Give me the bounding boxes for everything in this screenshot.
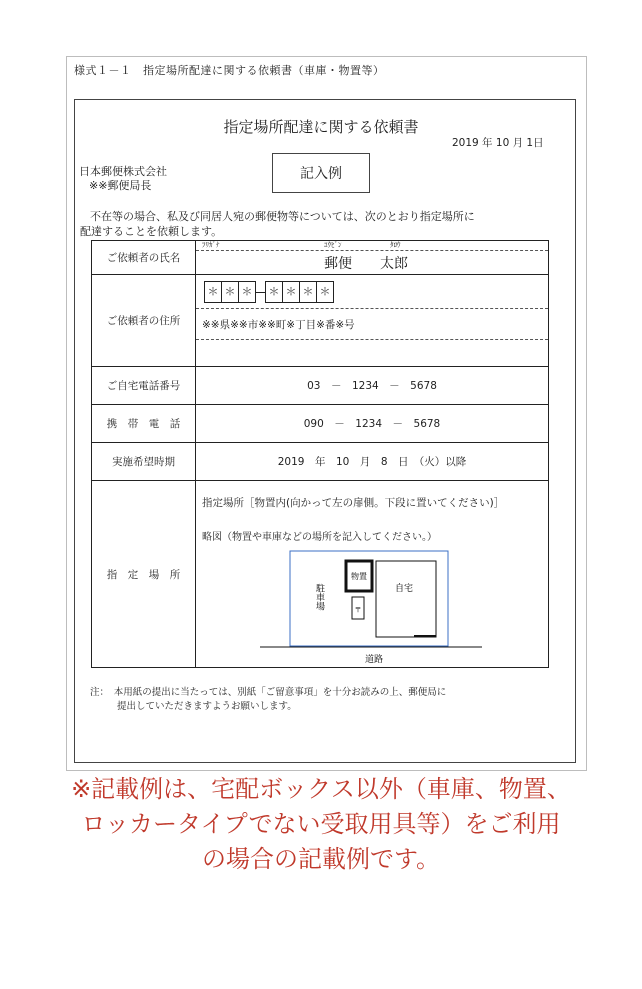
document-date: 2019 年 10 月 1日 <box>452 137 544 149</box>
place-value: 指定場所［物置内(向かって左の扉側。下段に置いてください)］ <box>202 497 505 509</box>
period-row <box>92 443 549 481</box>
zip-digit: ＊ <box>265 281 283 303</box>
mobile-value: 090 － 1234 － 5678 <box>196 405 549 443</box>
home-phone-label: ご自宅電話番号 <box>92 367 196 405</box>
location-map <box>254 549 494 667</box>
zip-digit: ＊ <box>238 281 256 303</box>
furigana-yubin: ﾕｳﾋﾞﾝ <box>324 241 342 249</box>
request-form-table <box>91 240 549 668</box>
addressee <box>79 165 167 193</box>
address-row <box>92 275 549 367</box>
place-label: 指 定 場 所 <box>92 481 196 668</box>
document-title: 指定場所配達に関する依頼書 <box>223 118 419 136</box>
intro-line-2: 配達することを依頼します。 <box>80 225 223 238</box>
form-number-label: 様式１－１ 指定場所配達に関する依頼書（車庫・物置等） <box>74 64 385 77</box>
period-value: 2019 年 10 月 8 日 （火）以降 <box>196 443 549 481</box>
name-row <box>92 241 549 275</box>
period-label: 実施希望時期 <box>92 443 196 481</box>
company-name: 日本郵便株式会社 <box>79 165 167 178</box>
zip-digit: ＊ <box>299 281 317 303</box>
zip-digit: ＊ <box>221 281 239 303</box>
mobile-label: 携 帯 電 話 <box>92 405 196 443</box>
home-phone-value: 03 － 1234 － 5678 <box>196 367 549 405</box>
address-value: ※※県※※市※※町※丁目※番※号 <box>202 319 355 331</box>
zip-code <box>204 281 333 303</box>
furigana-taro: ﾀﾛｳ <box>390 241 401 249</box>
post-office-name: ※※郵便局長 <box>89 179 152 192</box>
name-label: ご依頼者の氏名 <box>92 241 196 275</box>
note-line-2: 提出していただきますようお願いします。 <box>117 701 297 712</box>
road-label: 道路 <box>364 655 384 665</box>
home-phone-row <box>92 367 549 405</box>
address-divider-1 <box>196 308 548 309</box>
zip-dash <box>255 292 265 293</box>
map-instruction: 略図（物置や車庫などの場所を記入してください。） <box>202 532 437 543</box>
intro-text <box>80 209 475 239</box>
zip-digit: ＊ <box>316 281 334 303</box>
furigana-divider <box>196 250 548 251</box>
zip-digit: ＊ <box>204 281 222 303</box>
example-stamp: 記入例 <box>272 153 370 193</box>
address-cell <box>196 275 549 367</box>
caption-text: ※記載例は、宅配ボックス以外（車庫、物置、ロッカータイプでない受取用具等）をご利用の場合の記載例です。 <box>71 775 571 873</box>
house-shape <box>376 561 436 637</box>
house-label: 自宅 <box>394 584 414 594</box>
name-cell <box>196 241 549 275</box>
example-caption <box>0 772 642 877</box>
parking-label: 駐車場 <box>314 583 324 611</box>
address-label: ご依頼者の住所 <box>92 275 196 367</box>
place-cell <box>196 481 549 668</box>
furigana-label: ﾌﾘｶﾞﾅ <box>202 241 220 249</box>
place-row <box>92 481 549 668</box>
storage-label: 物置 <box>351 572 367 581</box>
zip-digit: ＊ <box>282 281 300 303</box>
footer-note <box>90 686 446 714</box>
intro-line-1: 不在等の場合、私及び同居人宛の郵便物等については、次のとおり指定場所に <box>90 210 475 223</box>
mailbox-icon: 〒 <box>354 606 362 614</box>
mobile-phone-row <box>92 405 549 443</box>
name-value: 郵便 太郎 <box>324 256 408 272</box>
address-divider-2 <box>196 339 548 340</box>
note-line-1: 注： 本用紙の提出に当たっては、別紙「ご留意事項」を十分お読みの上、郵便局に <box>90 687 447 698</box>
